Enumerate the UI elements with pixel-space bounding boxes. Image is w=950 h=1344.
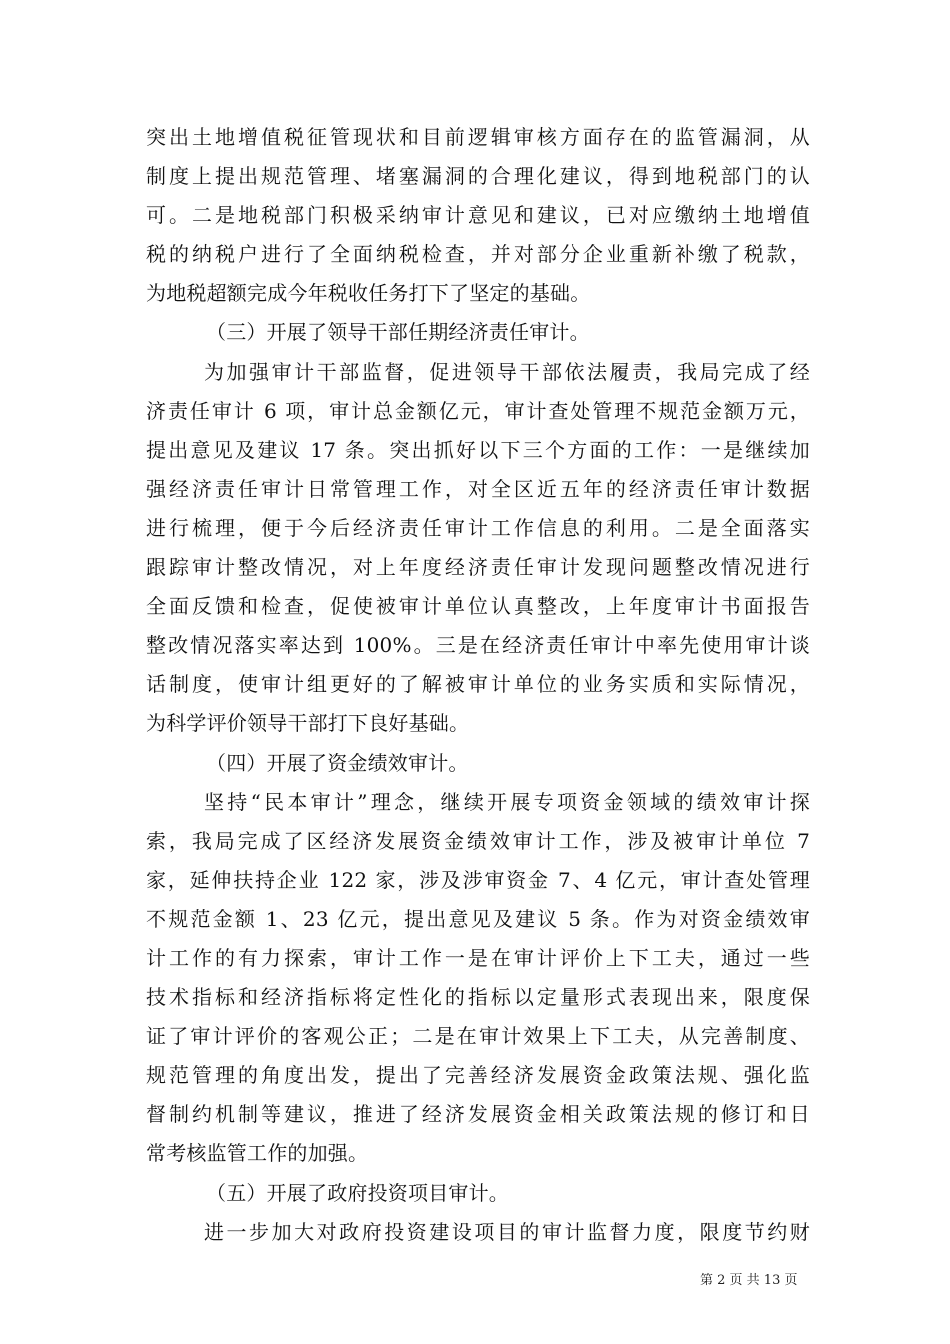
text-line: 为科学评价领导干部打下良好基础。 [146, 711, 470, 736]
text-line: 坚持“民本审计”理念，继续开展专项资金领域的绩效审计探 [204, 789, 810, 814]
text-line: 提出意见及建议 17 条。突出抓好以下三个方面的工作：一是继续加 [146, 437, 810, 462]
text-line: 跟踪审计整改情况，对上年度经济责任审计发现问题整改情况进行 [146, 555, 810, 580]
text-line: 为加强审计干部监督，促进领导干部依法履责，我局完成了经 [204, 359, 810, 384]
text-line: 整改情况落实率达到 100%。三是在经济责任审计中率先使用审计谈 [146, 633, 810, 658]
text-line: 全面反馈和检查，促使被审计单位认真整改，上年度审计书面报告 [146, 594, 810, 619]
text-line: 索，我局完成了区经济发展资金绩效审计工作，涉及被审计单位 7 [146, 828, 810, 853]
section-heading: （三）开展了领导干部任期经济责任审计。 [206, 320, 590, 345]
text-line: 突出土地增值税征管现状和目前逻辑审核方面存在的监管漏洞，从 [146, 125, 810, 149]
text-line: 进行梳理，便于今后经济责任审计工作信息的利用。二是全面落实 [146, 515, 810, 540]
text-line: 可。二是地税部门积极采纳审计意见和建议，已对应缴纳土地增值 [146, 203, 810, 228]
text-line: 进一步加大对政府投资建设项目的审计监督力度，限度节约财 [204, 1219, 810, 1244]
text-line: 税的纳税户进行了全面纳税检查，并对部分企业重新补缴了税款， [146, 242, 810, 267]
page-number: 第 2 页 共 13 页 [700, 1273, 798, 1288]
text-line: 证了审计评价的客观公正；二是在审计效果上下工夫，从完善制度、 [146, 1024, 810, 1049]
text-line: 制度上提出规范管理、堵塞漏洞的合理化建议，得到地税部门的认 [146, 164, 810, 189]
text-line: 强经济责任审计日常管理工作，对全区近五年的经济责任审计数据 [146, 476, 810, 501]
text-line: 话制度，使审计组更好的了解被审计单位的业务实质和实际情况， [146, 672, 810, 697]
section-heading: （五）开展了政府投资项目审计。 [206, 1180, 509, 1205]
text-line: 技术指标和经济指标将定性化的指标以定量形式表现出来，限度保 [146, 985, 810, 1010]
text-line: 计工作的有力探索，审计工作一是在审计评价上下工夫，通过一些 [146, 945, 810, 970]
text-line: 济责任审计 6 项，审计总金额亿元，审计查处管理不规范金额万元， [146, 398, 810, 423]
document-body [146, 118, 810, 1252]
text-line: 不规范金额 1、23 亿元，提出意见及建议 5 条。作为对资金绩效审 [146, 906, 810, 931]
text-line: 为地税超额完成今年税收任务打下了坚定的基础。 [146, 281, 591, 306]
section-heading: （四）开展了资金绩效审计。 [206, 750, 469, 775]
text-line: 督制约机制等建议，推进了经济发展资金相关政策法规的修订和日 [146, 1102, 810, 1127]
text-line: 常考核监管工作的加强。 [146, 1141, 369, 1166]
text-line: 家，延伸扶持企业 122 家，涉及涉审资金 7、4 亿元，审计查处管理 [146, 867, 810, 892]
text-line: 规范管理的角度出发，提出了完善经济发展资金政策法规、强化监 [146, 1063, 810, 1088]
